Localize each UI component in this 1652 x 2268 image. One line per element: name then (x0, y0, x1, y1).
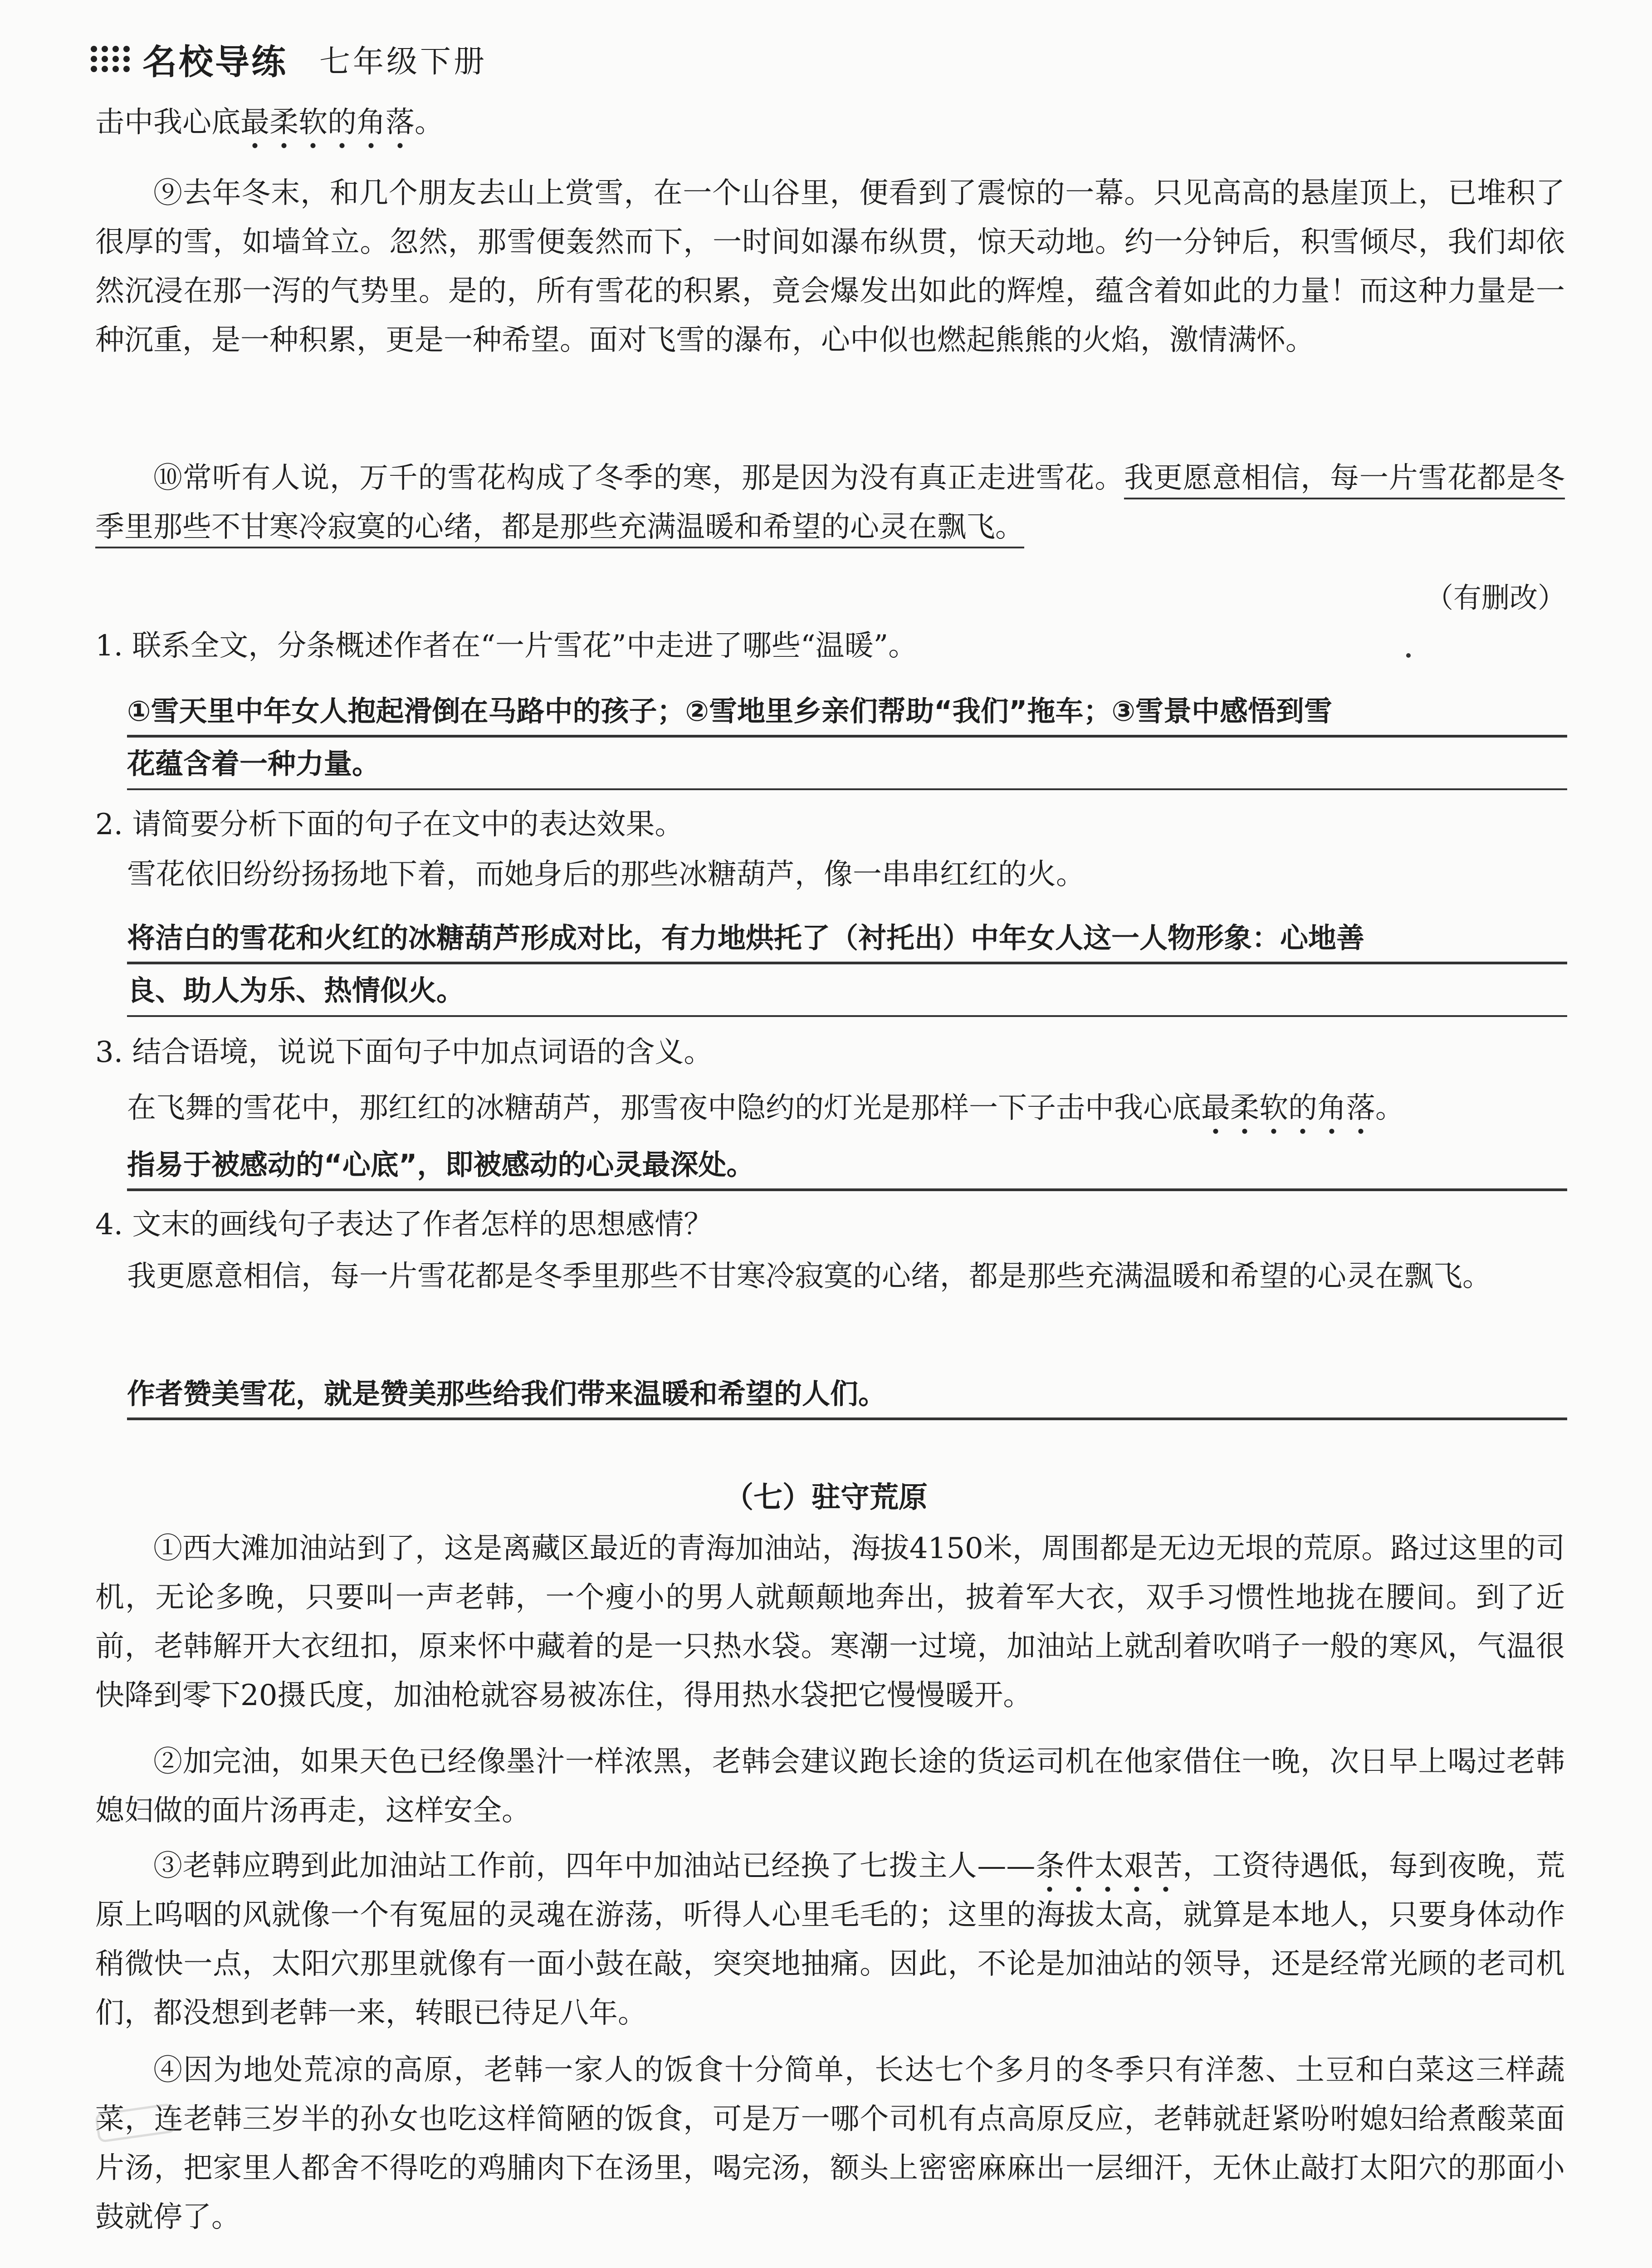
continuation-end: 。 (415, 106, 444, 139)
dotted-phrase-q3: 最柔软的角落 (1201, 1091, 1375, 1135)
dotted-phrase: 最柔软的角落 (240, 106, 415, 149)
section-7-paragraph-1: ①西大滩加油站到了，这是离藏区最近的青海加油站，海拔4150米，周围都是无边无垠的荒原。路过这里的司机，无论多晚，只要叫一声老韩，一个瘦小的男人就颠颠地奔出，披着军大衣，双手习惯性地拢在腰间。到了近前，老韩解开大衣纽扣，原来怀中藏着的是一只热水袋。寒潮一过境，加油站上就刮着吹哨子一般的寒风，气温很快降到零下20摄氏度，加油枪就容易被冻住，得用热水袋把它慢慢暖开。 (95, 1532, 1565, 1712)
answer-3-line: 指易于被感动的“心底”，即被感动的心灵最深处。 (127, 1139, 1567, 1191)
brand-title: 名校导练 (142, 41, 288, 82)
edit-note: （有删改） (1425, 581, 1566, 614)
quote-3-lead: 在飞舞的雪花中，那红红的冰糖葫芦，那雪夜中隐约的灯光是那样一下子击中我心底 (127, 1091, 1201, 1125)
quote-4: 我更愿意相信，每一片雪花都是冬季里那些不甘寒冷寂寞的心绪，都是那些充满温暖和希望的心灵在飘飞。 (127, 1260, 1491, 1293)
question-1: 1. 联系全文，分条概述作者在“一片雪花”中走进了哪些“温暖”。 (95, 629, 918, 663)
answer-4-line: 作者赞美雪花，就是赞美那些给我们带来温暖和希望的人们。 (127, 1368, 1567, 1420)
page-header (91, 32, 487, 86)
answer-1 (127, 685, 1567, 790)
paragraph-10-text: ⑩常听有人说，万千的雪花构成了冬季的寒，那是因为没有真正走进雪花。 (153, 461, 1124, 495)
stray-dot (1406, 653, 1411, 658)
paragraph-9: ⑨去年冬末，和几个朋友去山上赏雪，在一个山谷里，便看到了震惊的一幕。只见高高的悬崖顶上，已堆积了很厚的雪，如墙耸立。忽然，那雪便轰然而下，一时间如瀑布纵贯，惊天动地。约一分钟后，积雪倾尽，我们却依然沉浸在那一泻的气势里。是的，所有雪花的积累，竟会爆发出如此的辉煌，蕴含着如此的力量！而这种力量是一种沉重，是一种积累，更是一种希望。面对飞雪的瀑布，心中似也燃起熊熊的火焰，激情满怀。 (95, 176, 1565, 357)
answer-3 (127, 1139, 1567, 1191)
answer-2-line-1: 将洁白的雪花和火红的冰糖葫芦形成对比，有力地烘托了（衬托出）中年女人这一人物形象：心地善 (127, 912, 1567, 964)
header-dots-icon (91, 46, 131, 72)
section-7-paragraph-3-a: ③老韩应聘到此加油站工作前，四年中加油站已经换了七拨主人—— (153, 1849, 1036, 1883)
answer-1-line-1: ①雪天里中年女人抱起滑倒在马路中的孩子；②雪地里乡亲们帮助“我们”拖车；③雪景中感悟到雪 (127, 685, 1567, 738)
paragraph-10 (95, 454, 1565, 552)
answer-2 (127, 912, 1567, 1017)
quote-3 (127, 1082, 1565, 1134)
answer-1-line-2: 花蕴含着一种力量。 (127, 738, 1567, 790)
quote-3-end: 。 (1375, 1091, 1404, 1125)
answer-2-line-2: 良、助人为乐、热情似火。 (127, 964, 1567, 1017)
underlined-sentence: 我更愿意相信，每一片雪花都是冬季里那些不甘寒冷寂寞的心绪，都是那些充满温暖和希望的心灵在飘飞。 (95, 461, 1565, 548)
section-7-paragraph-2: ②加完油，如果天色已经像墨汁一样浓黑，老韩会建议跑长途的货运司机在他家借住一晚，次日早上喝过老韩媳妇做的面片汤再走，这样安全。 (95, 1745, 1565, 1828)
question-2: 2. 请简要分析下面的句子在文中的表达效果。 (95, 808, 684, 841)
section-7-paragraph-4: ④因为地处荒凉的高原，老韩一家人的饭食十分简单，长达七个多月的冬季只有洋葱、土豆和白菜这三样蔬菜，连老韩三岁半的孙女也吃这样简陋的饭食，可是万一哪个司机有点高原反应，老韩就赶紧吩咐媳妇给煮酸菜面片汤，把家里人都舍不得吃的鸡脯肉下在汤里，喝完汤，额头上密密麻麻出一层细汗，无休止敲打太阳穴的那面小鼓就停了。 (95, 2053, 1565, 2234)
continuation-lead: 击中我心底 (95, 106, 240, 139)
section-title: （七）驻守荒原 (724, 1481, 928, 1515)
question-4: 4. 文末的画线句子表达了作者怎样的思想感情？ (95, 1208, 713, 1242)
section-7-paragraph-3-b: ，工资待遇低，每到夜晚，荒原上呜咽的风就像一个有冤屈的灵魂在游荡，听得人心里毛毛的；这里的海拔太高，就算是本地人，只要身体动作稍微快一点，太阳穴那里就像有一面小鼓在敲，突突地抽痛。因此，不论是加油站的领导，还是经常光顾的老司机们，都没想到老韩一来，转眼已待足八年。 (95, 1849, 1565, 2030)
question-3: 3. 结合语境，说说下面句子中加点词语的含义。 (95, 1036, 713, 1069)
grade-label: 七年级下册 (319, 44, 488, 80)
answer-4 (127, 1368, 1567, 1420)
dotted-phrase-p3: 条件太艰苦 (1035, 1849, 1183, 1893)
section-7-paragraph-3 (95, 1842, 1565, 2038)
quote-2: 雪花依旧纷纷扬扬地下着，而她身后的那些冰糖葫芦，像一串串红红的火。 (127, 858, 1085, 891)
continuation-line (95, 101, 1565, 144)
